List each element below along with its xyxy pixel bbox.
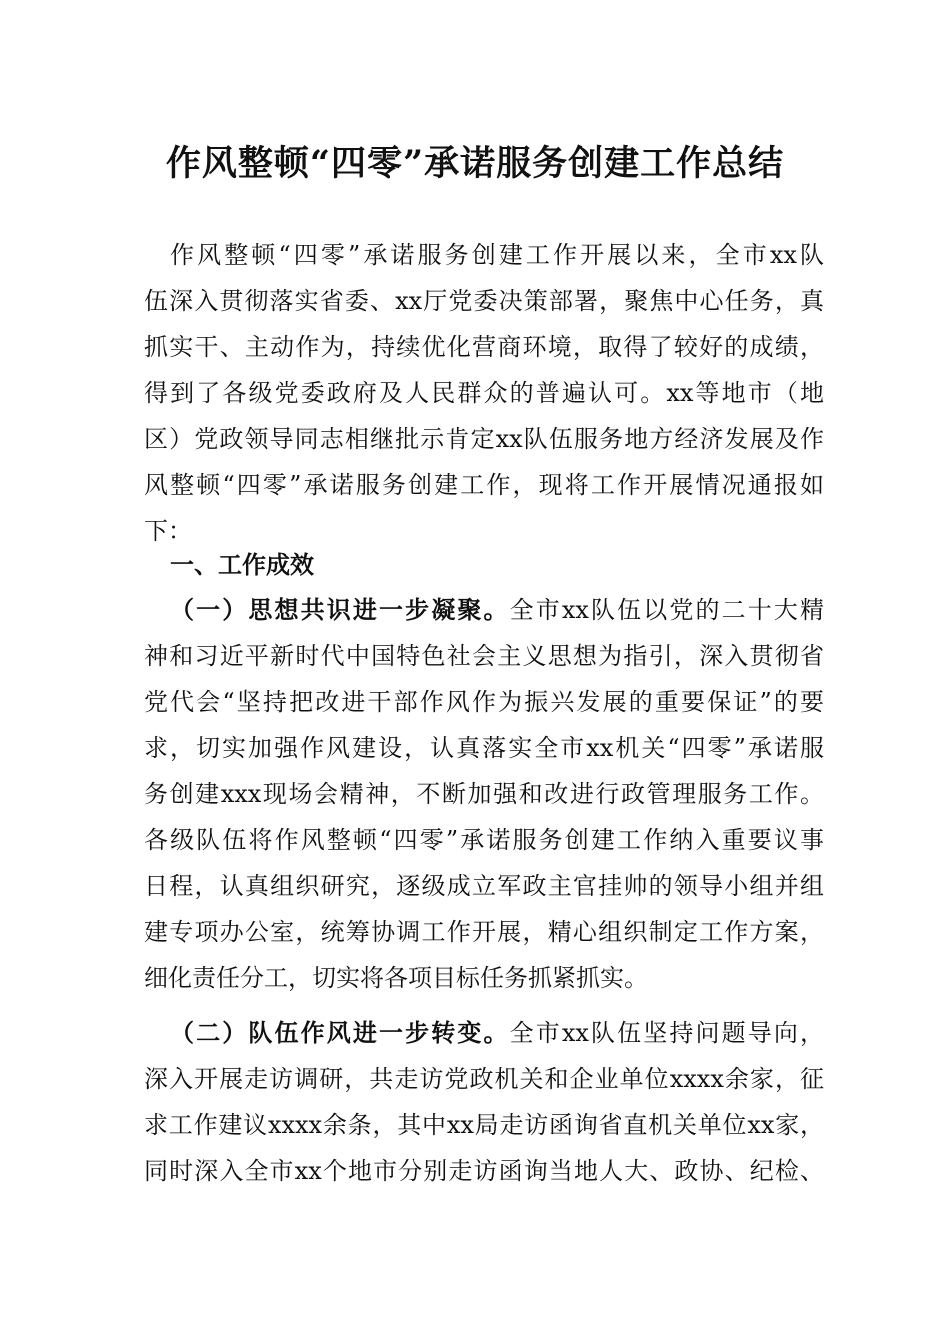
text-span: 全市xx队伍以党的二十大精: [509, 596, 825, 624]
text-line: 各级队伍将作风整顿“四零”承诺服务创建工作纳入重要议事: [144, 826, 824, 854]
section-heading: 一、工作成效: [170, 551, 314, 579]
text-line: [170, 587, 824, 633]
text-line: [170, 1010, 824, 1056]
text-line: 日程，认真组织研究，逐级成立军政主官挂帅的领导小组并组: [144, 872, 824, 900]
text-line: 建专项办公室，统筹协调工作开展，精心组织制定工作方案，: [144, 918, 824, 946]
paragraph-lead: （二）队伍作风进一步转变。: [170, 1018, 510, 1047]
text-line: 同时深入全市xx个地市分别走访函询当地人大、政协、纪检、: [144, 1157, 824, 1185]
text-line: 务创建xxx现场会精神，不断加强和改进行政管理服务工作。: [144, 780, 824, 808]
text-line: 细化责任分工，切实将各项目标任务抓紧抓实。: [144, 964, 648, 992]
paragraph-lead: （一）思想共识进一步凝聚。: [170, 595, 510, 624]
document-title: 作风整顿“四零”承诺服务创建工作总结: [165, 143, 785, 184]
text-line: 抓实干、主动作为，持续优化营商环境，取得了较好的成绩，: [144, 333, 824, 361]
text-line: 风整顿“四零”承诺服务创建工作，现将工作开展情况通报如: [144, 471, 824, 499]
text-line: 神和习近平新时代中国特色社会主义思想为指引，深入贯彻省: [144, 642, 824, 670]
text-line: 求，切实加强作风建设，认真落实全市xx机关“四零”承诺服: [144, 734, 824, 762]
text-line: 作风整顿“四零”承诺服务创建工作开展以来，全市xx队: [170, 241, 824, 269]
text-line: 得到了各级党委政府及人民群众的普遍认可。xx等地市（地: [144, 379, 824, 407]
text-line: 党代会“坚持把改进干部作风作为振兴发展的重要保证”的要: [144, 688, 824, 716]
text-span: 全市xx队伍坚持问题导向，: [509, 1019, 825, 1047]
text-line: 区）党政领导同志相继批示肯定xx队伍服务地方经济发展及作: [144, 425, 824, 453]
text-line: 深入开展走访调研，共走访党政机关和企业单位xxxx余家，征: [144, 1065, 824, 1093]
text-line: 伍深入贯彻落实省委、xx厅党委决策部署，聚焦中心任务，真: [144, 287, 824, 315]
text-line: 求工作建议xxxx余条，其中xx局走访函询省直机关单位xx家，: [144, 1111, 824, 1139]
text-line: 下：: [144, 517, 192, 545]
